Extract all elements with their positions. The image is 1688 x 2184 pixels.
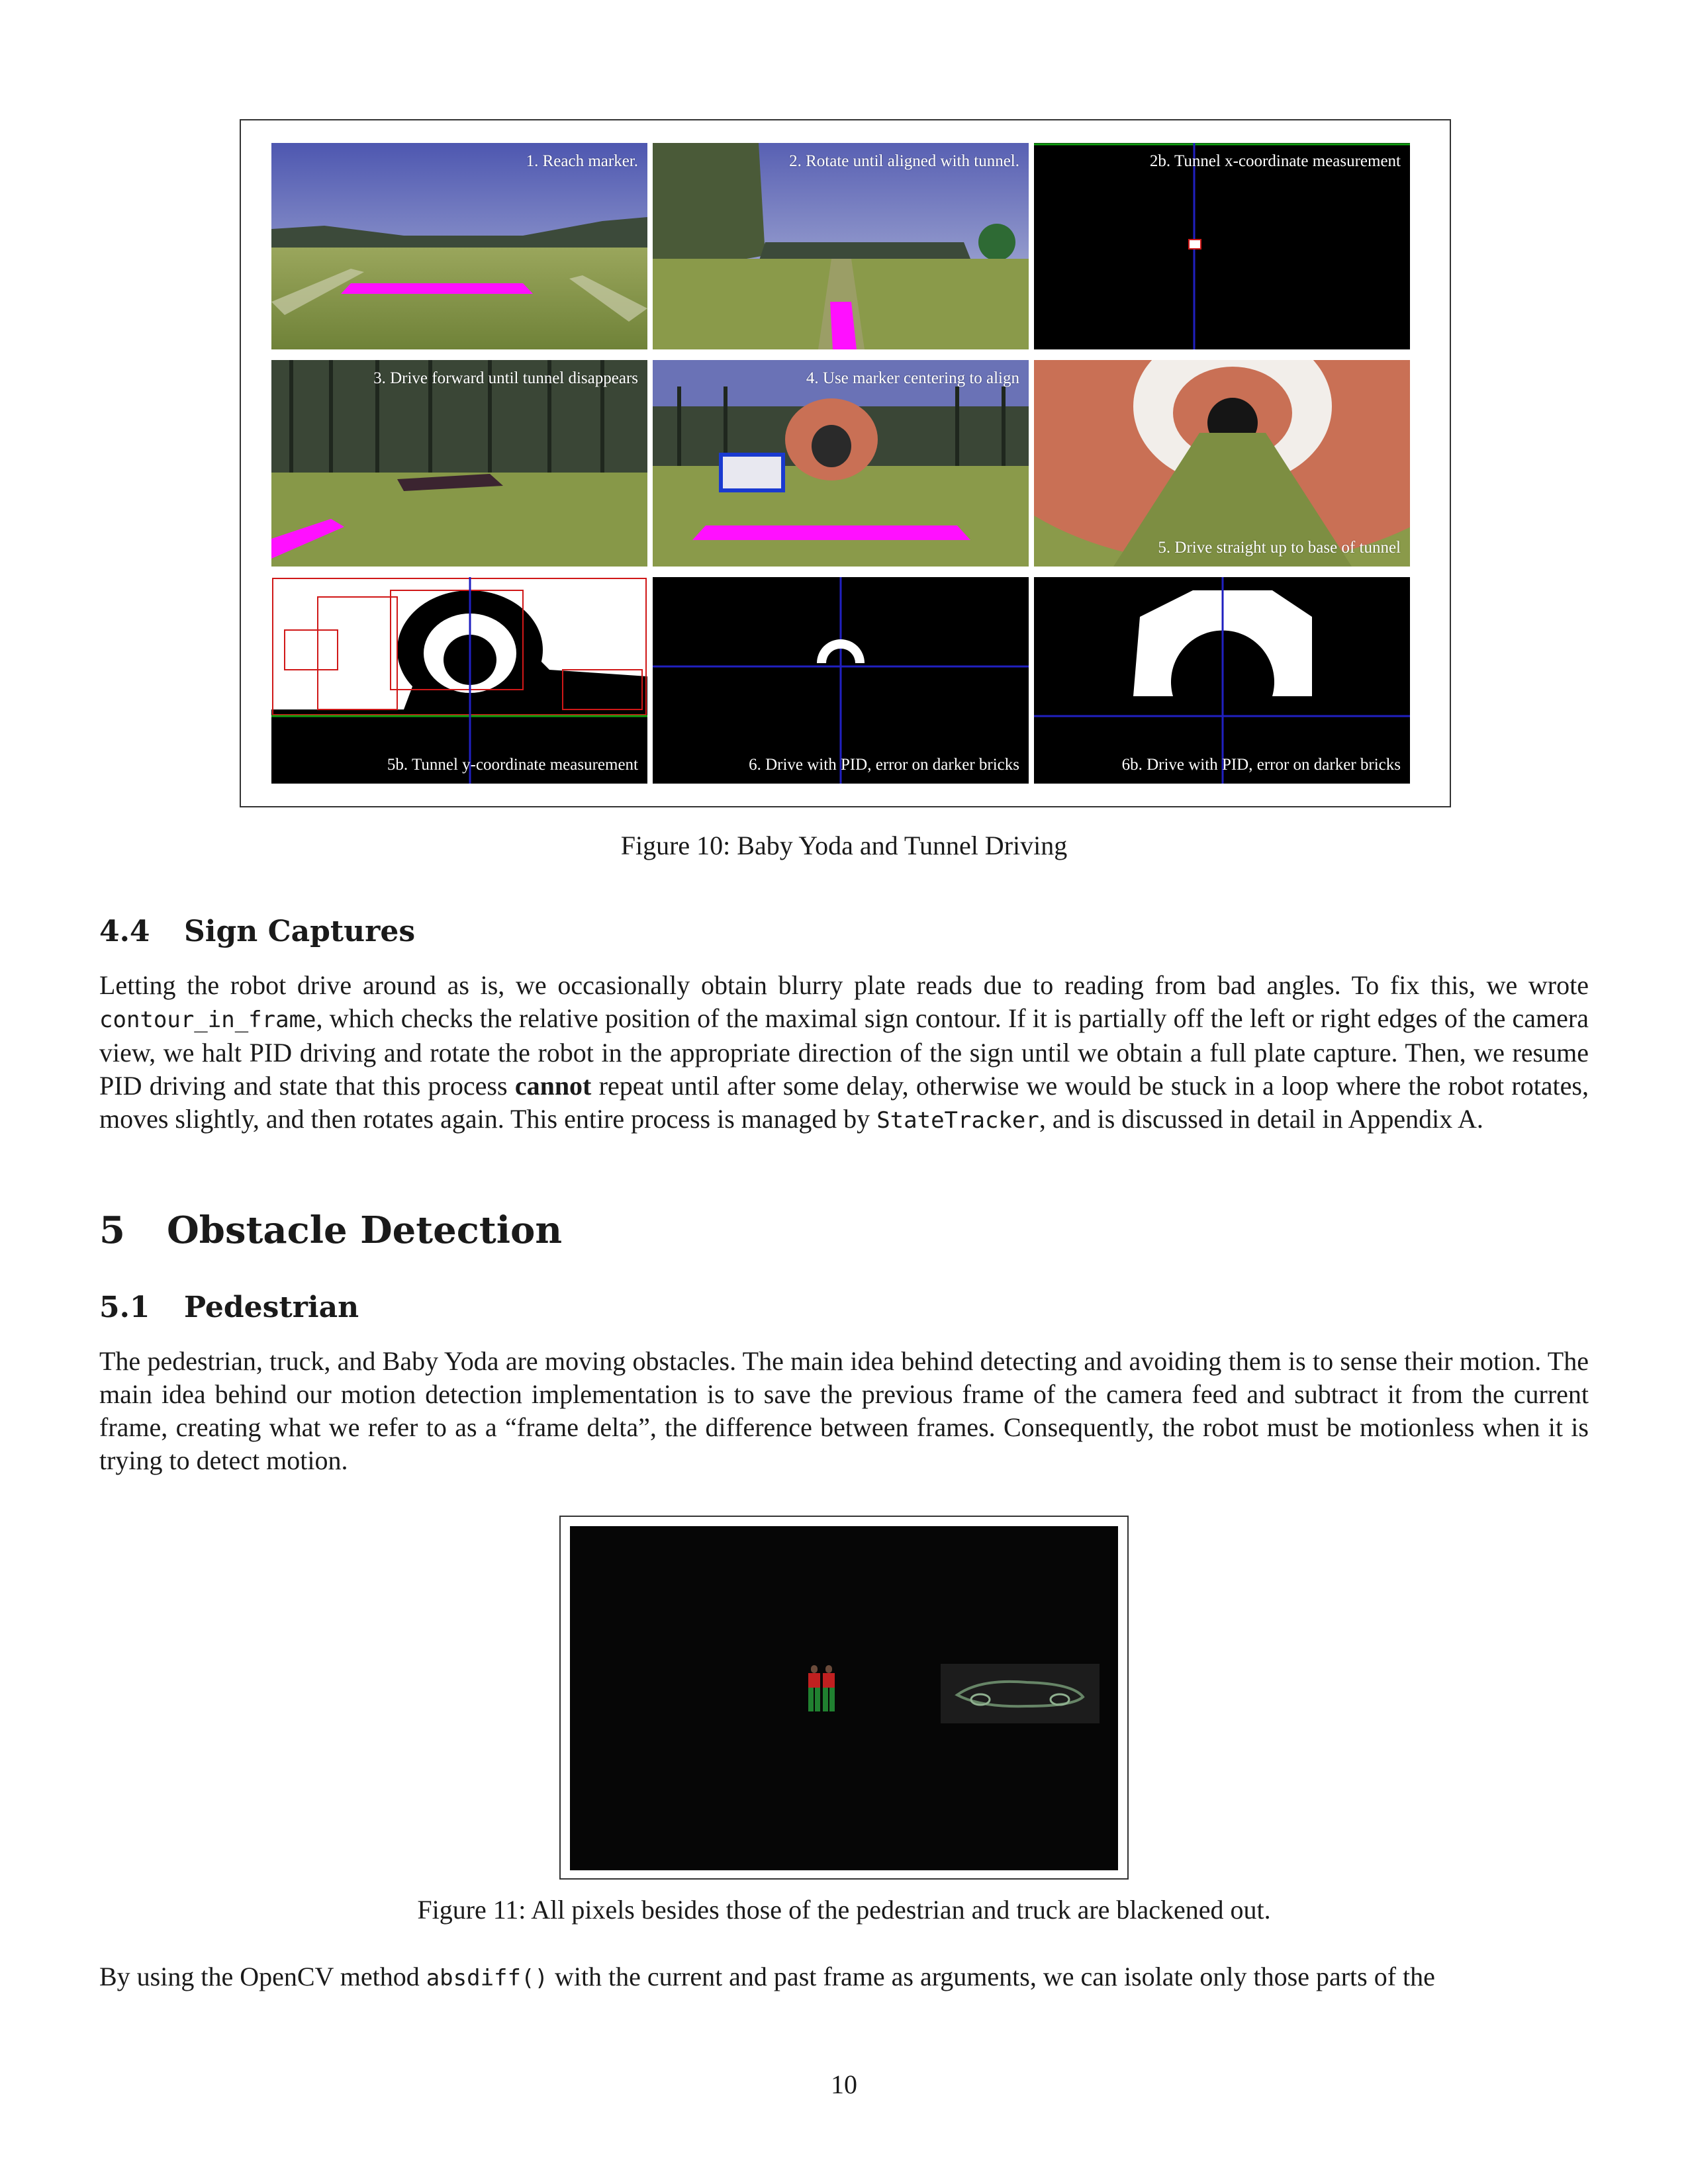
- inline-code: StateTracker: [876, 1107, 1039, 1134]
- panel-caption: 3. Drive forward until tunnel disappears: [373, 369, 638, 387]
- text-span: , which checks the relative position of the maximal sign contour. If it is partially off the left or right edges of the camera view, we halt PID driving and rotate the robot in the appropriate direction of the sign until we obtain a full plate capture. Then, we resume PID driving and state that this process: [99, 1003, 1589, 1101]
- figure-10-panel-x-measurement: [1034, 143, 1410, 349]
- panel-5b-image: [271, 577, 647, 784]
- text-span: with the current and past frame as arguments, we can isolate only those parts of the: [547, 1962, 1435, 1991]
- panel-2-image: [653, 143, 1029, 349]
- figure-11-caption: Figure 11: All pixels besides those of the pedestrian and truck are blackened out.: [417, 1895, 1271, 1925]
- bold-text: cannot: [514, 1071, 592, 1101]
- figure-10-panel-drive-to-tunnel: [1034, 360, 1410, 567]
- panel-caption: 5b. Tunnel y-coordinate measurement: [387, 756, 638, 774]
- page-number: 10: [831, 2070, 857, 2099]
- inline-code: contour_in_frame: [99, 1007, 316, 1033]
- panel-1-image: [271, 143, 647, 349]
- section-title: Pedestrian: [184, 1291, 359, 1324]
- text-span: repeat until after some delay, otherwise we would be stuck in a loop where the robot rotates, moves slightly, and then rotates again. This entire process is managed by: [99, 1071, 1589, 1134]
- frame-delta-image: [570, 1526, 1118, 1870]
- panel-2b-image: [1034, 143, 1410, 349]
- figure-11-frame: [559, 1516, 1129, 1880]
- section-title: Sign Captures: [184, 915, 416, 948]
- figure-10-caption: Figure 10: Baby Yoda and Tunnel Driving: [620, 831, 1068, 860]
- panel-caption: 6. Drive with PID, error on darker bricks: [749, 756, 1019, 774]
- figure-10-panel-pid-error: [653, 577, 1029, 784]
- section-5-heading: [99, 1208, 562, 1252]
- figure-10-panel-rotate-align: [653, 143, 1029, 349]
- figure-10-panel-reach-marker: [271, 143, 647, 349]
- figure-10-panel-drive-forward: [271, 360, 647, 567]
- text-span: , and is discussed in detail in Appendix A.: [1039, 1104, 1483, 1134]
- section-number: 5: [99, 1208, 125, 1252]
- panel-caption: 1. Reach marker.: [526, 152, 638, 170]
- panel-6b-image: [1034, 577, 1410, 784]
- panel-caption: 6b. Drive with PID, error on darker bricks: [1121, 756, 1401, 774]
- section-number: 4.4: [99, 915, 150, 948]
- section-5-1-heading: [99, 1291, 359, 1324]
- panel-6-image: [653, 577, 1029, 784]
- section-number: 5.1: [99, 1291, 150, 1324]
- figure-10-panel-marker-centering: [653, 360, 1029, 567]
- section-5-1-paragraph: The pedestrian, truck, and Baby Yoda are moving obstacles. The main idea behind detecting and avoiding them is to sense their motion. The main idea behind our motion detection implementation is to save the previous frame of the camera feed and subtract it from the current frame, creating what we refer to as a “frame delta”, the difference between frames. Consequently, the robot must be motionless when it is trying to detect motion.: [99, 1346, 1589, 1475]
- section-4-4-paragraph: [99, 969, 1589, 1137]
- panel-caption: 4. Use marker centering to align: [806, 369, 1019, 387]
- text-span: By using the OpenCV method: [99, 1962, 426, 1991]
- section-title: Obstacle Detection: [167, 1208, 563, 1252]
- panel-3-image: [271, 360, 647, 567]
- truck-ghost: [941, 1664, 1100, 1723]
- section-4-4-heading: [99, 915, 415, 948]
- figure-10-panel-pid-error-alt: [1034, 577, 1410, 784]
- text-span: Letting the robot drive around as is, we occasionally obtain blurry plate reads due to reading from bad angles. To fix this, we wrote: [99, 970, 1589, 1000]
- closing-paragraph: [99, 1960, 1589, 1995]
- panel-caption: 2. Rotate until aligned with tunnel.: [789, 152, 1019, 170]
- panel-caption: 2b. Tunnel x-coordinate measurement: [1149, 152, 1401, 170]
- inline-code: absdiff(): [426, 1965, 548, 1991]
- figure-10-frame: [240, 119, 1451, 807]
- panel-5-image: [1034, 360, 1410, 567]
- figure-10-panel-y-measurement: [271, 577, 647, 784]
- figure-11-image: [570, 1526, 1118, 1870]
- panel-caption: 5. Drive straight up to base of tunnel: [1158, 539, 1401, 557]
- panel-4-image: [653, 360, 1029, 567]
